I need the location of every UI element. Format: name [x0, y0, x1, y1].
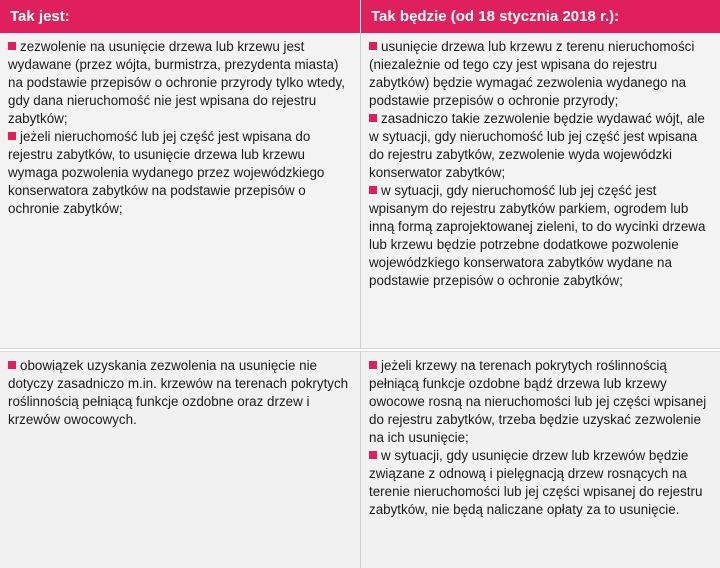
header-current: Tak jest:: [10, 8, 70, 25]
list-item: zezwolenie na usunięcie drzewa lub krzewu jest wydawane (przez wójta, burmistrza, prezydenta miasta) na podstawie przepisów o ochronie przyrody tylko wtedy, gdy dana nieruchomość nie jest wpisana do rejestru zabytków;: [8, 39, 345, 126]
cell-future: [360, 352, 720, 568]
cell-current: [0, 33, 360, 348]
header-future: Tak będzie (od 18 stycznia 2018 r.):: [360, 0, 720, 33]
square-bullet-icon: [369, 361, 377, 369]
table-row: [0, 33, 720, 348]
square-bullet-icon: [8, 361, 16, 369]
cell-future: [360, 33, 720, 348]
square-bullet-icon: [369, 451, 377, 459]
table-row: [0, 352, 720, 568]
cell-current: [0, 352, 360, 568]
list-item: w sytuacji, gdy nieruchomość lub jej część jest wpisanym do rejestru zabytków parkiem, ogrodem lub inną formą zaprojektowanej zieleni, to do wycinki drzewa lub krzewu będzie potrzebne dodatkowe pozwolenie wojewódzkiego konserwatora zabytków wydane na podstawie przepisów o ochronie zabytków;: [369, 183, 706, 288]
list-item: w sytuacji, gdy usunięcie drzew lub krzewów będzie związane z odnową i pielęgnacją drzew rosnących na terenie nieruchomości lub jej części wpisanej do rejestru zabytków, nie będą naliczane opłaty za to usunięcie.: [369, 448, 703, 517]
list-item: zasadniczo takie zezwolenie będzie wydawać wójt, ale w sytuacji, gdy nieruchomość lub jej część jest wpisana do rejestru zabytków, zezwolenie wyda wojewódzki konserwator zabytków;: [369, 111, 705, 180]
square-bullet-icon: [8, 42, 16, 50]
square-bullet-icon: [8, 132, 16, 140]
list-item: usunięcie drzewa lub krzewu z terenu nieruchomości (niezależnie od tego czy jest wpisana do rejestru zabytków) będzie wymagać zezwolenia wydanego na podstawie przepisów o ochronie przyrody;: [369, 39, 695, 108]
square-bullet-icon: [369, 186, 377, 194]
square-bullet-icon: [369, 42, 377, 50]
list-item: jeżeli nieruchomość lub jej część jest wpisana do rejestru zabytków, to usunięcie drzewa lub krzewu wymaga pozwolenia wydanego przez wojewódzkiego konserwatora zabytków na podstawie przepisów o ochronie zabytków;: [8, 129, 325, 216]
list-item: obowiązek uzyskania zezwolenia na usunięcie nie dotyczy zasadniczo m.in. krzewów na terenach pokrytych roślinnością pełniącą funkcje ozdobne oraz drzew i krzewów owocowych.: [8, 358, 349, 427]
square-bullet-icon: [369, 114, 377, 122]
table-header: [0, 0, 720, 33]
list-item: jeżeli krzewy na terenach pokrytych roślinnością pełniącą funkcje ozdobne bądź drzewa lub krzewy owocowe rosną na nieruchomości lub jej części wpisanej do rejestru zabytków, trzeba będzie uzyskać zezwolenie na ich usunięcie;: [369, 358, 707, 445]
